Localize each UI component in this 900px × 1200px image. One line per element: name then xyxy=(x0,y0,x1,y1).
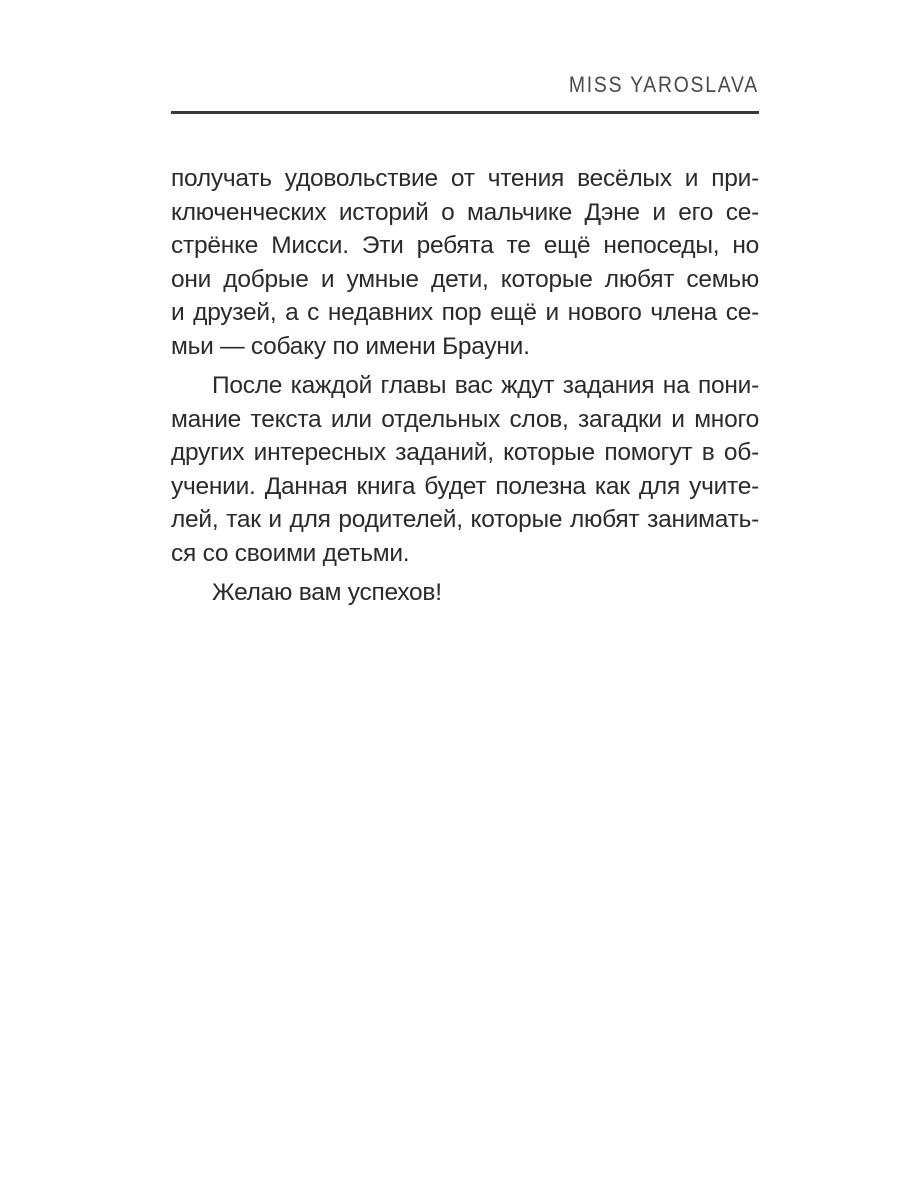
running-header-title: MISS YAROSLAVA xyxy=(569,72,759,97)
text-line: они добрые и умные дети, которые любят семью xyxy=(171,265,759,293)
text-line: учении. Данная книга будет полезна как для учите- xyxy=(171,472,759,500)
text-line: получать удовольствие от чтения весёлых и при- xyxy=(171,165,759,192)
text-line: Желаю вам успехов! xyxy=(212,579,442,606)
text-line: мание текста или отдельных слов, загадки и много xyxy=(171,405,759,433)
paragraph xyxy=(171,162,759,363)
text-line: лей, так и для родителей, которые любят занимать- xyxy=(171,506,759,533)
text-line: стрёнке Мисси. Эти ребята те ещё непоседы, но xyxy=(171,232,759,259)
text-line: ключенческих историй о мальчике Дэне и его се- xyxy=(171,198,759,226)
page-body-text xyxy=(171,162,759,610)
paragraph xyxy=(171,576,759,610)
text-line: ся со своими детьми. xyxy=(171,539,410,567)
text-line: мьи — собаку по имени Брауни. xyxy=(171,332,530,360)
text-line: других интересных заданий, которые помогут в об- xyxy=(171,439,759,466)
text-line: и друзей, а с недавних пор ещё и нового члена се- xyxy=(171,299,759,326)
paragraph xyxy=(171,369,759,570)
text-line: После каждой главы вас ждут задания на пони- xyxy=(212,372,759,399)
header-divider-rule xyxy=(171,111,759,114)
